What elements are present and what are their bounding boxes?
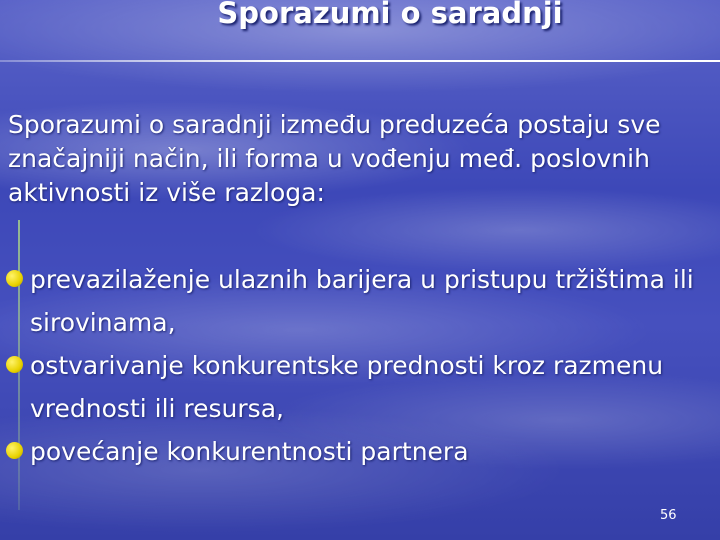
bullet-list xyxy=(6,258,706,473)
list-item xyxy=(6,344,706,430)
bullet-dot-icon xyxy=(6,442,23,459)
list-item-text: prevazilaženje ulaznih barijera u pristupu tržištima ili sirovinama, xyxy=(30,265,694,337)
slide-title: Sporazumi o saradnji xyxy=(217,0,563,30)
bullet-dot-icon xyxy=(6,270,23,287)
page-number: 56 xyxy=(660,508,677,523)
list-item xyxy=(6,430,706,473)
title-divider xyxy=(0,60,720,62)
list-item-text: povećanje konkurentnosti partnera xyxy=(30,437,469,466)
intro-paragraph: Sporazumi o saradnji između preduzeća postaju sve značajniji način, ili forma u vođenju međ. poslovnih aktivnosti iz više razloga: xyxy=(8,110,661,207)
bullet-dot-icon xyxy=(6,356,23,373)
list-item xyxy=(6,258,706,344)
list-item-text: ostvarivanje konkurentske prednosti kroz razmenu vrednosti ili resursa, xyxy=(30,351,664,423)
